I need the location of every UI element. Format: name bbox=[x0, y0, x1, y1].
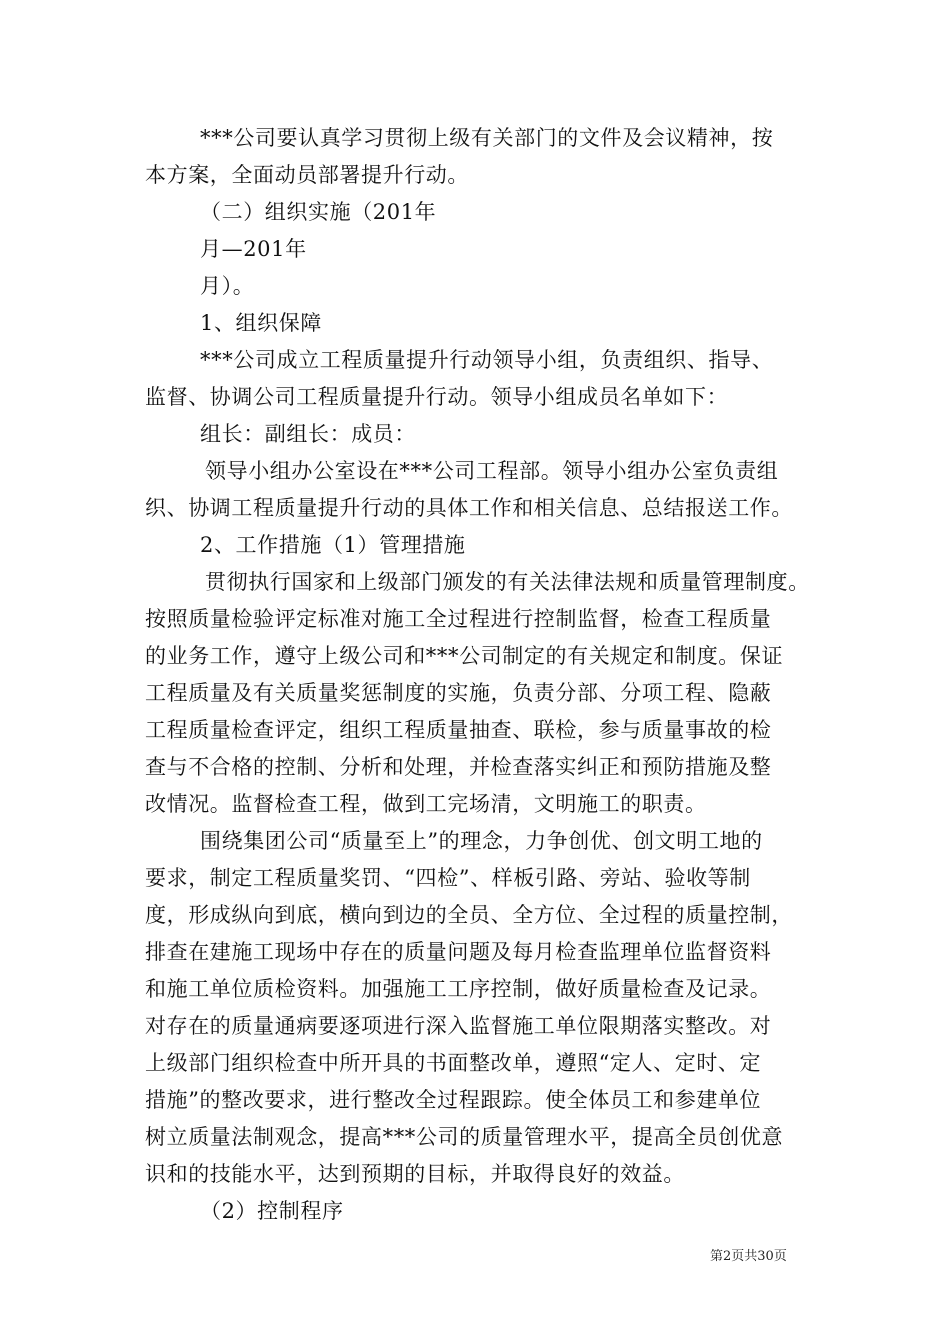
paragraph-line: 织、协调工程质量提升行动的具体工作和相关信息、总结报送工作。 bbox=[145, 496, 793, 520]
paragraph-line: 上级部门组织检查中所开具的书面整改单，遵照“定人、定时、定 bbox=[145, 1051, 762, 1075]
subsection-heading: （2）控制程序 bbox=[200, 1199, 344, 1223]
paragraph-line: 贯彻执行国家和上级部门颁发的有关法律法规和质量管理制度。 bbox=[205, 570, 810, 594]
paragraph-line: 工程质量及有关质量奖惩制度的实施，负责分部、分项工程、隐蔽 bbox=[145, 681, 772, 705]
paragraph-line: 月—201年 bbox=[200, 237, 307, 261]
paragraph-line: 围绕集团公司“质量至上”的理念，力争创优、创文明工地的 bbox=[200, 829, 763, 853]
paragraph-line: 工程质量检查评定，组织工程质量抽查、联检，参与质量事故的检 bbox=[145, 718, 772, 742]
paragraph-line: 识和的技能水平，达到预期的目标，并取得良好的效益。 bbox=[145, 1162, 685, 1186]
paragraph-line: 度，形成纵向到底，横向到边的全员、全方位、全过程的质量控制， bbox=[145, 903, 793, 927]
paragraph-line: 按照质量检验评定标准对施工全过程进行控制监督，检查工程质量 bbox=[145, 607, 772, 631]
paragraph-line: 领导小组办公室设在***公司工程部。领导小组办公室负责组 bbox=[205, 459, 779, 483]
section-heading: （二）组织实施（201年 bbox=[200, 200, 437, 224]
paragraph-line: 排查在建施工现场中存在的质量问题及每月检查监理单位监督资料 bbox=[145, 940, 772, 964]
page-number: 第2页共30页 bbox=[710, 1249, 787, 1264]
paragraph-line: 的业务工作，遵守上级公司和***公司制定的有关规定和制度。保证 bbox=[145, 644, 784, 668]
paragraph-line: 树立质量法制观念，提高***公司的质量管理水平，提高全员创优意 bbox=[145, 1125, 784, 1149]
paragraph-line: 措施”的整改要求，进行整改全过程跟踪。使全体员工和参建单位 bbox=[145, 1088, 762, 1112]
subsection-heading: 1、组织保障 bbox=[200, 311, 322, 335]
paragraph-line: ***公司要认真学习贯彻上级有关部门的文件及会议精神，按 bbox=[200, 126, 774, 150]
paragraph-line: 对存在的质量通病要逐项进行深入监督施工单位限期落实整改。对 bbox=[145, 1014, 772, 1038]
paragraph-line: ***公司成立工程质量提升行动领导小组，负责组织、指导、 bbox=[200, 348, 774, 372]
paragraph-line: 改情况。监督检查工程，做到工完场清，文明施工的职责。 bbox=[145, 792, 707, 816]
paragraph-line: 本方案，全面动员部署提升行动。 bbox=[145, 163, 469, 187]
paragraph-line: 查与不合格的控制、分析和处理，并检查落实纠正和预防措施及整 bbox=[145, 755, 772, 779]
paragraph-line: 月）。 bbox=[200, 274, 255, 298]
paragraph-line: 组长：副组长：成员： bbox=[200, 422, 416, 446]
subsection-heading: 2、工作措施（1）管理措施 bbox=[200, 533, 466, 557]
paragraph-line: 要求，制定工程质量奖罚、“四检”、样板引路、旁站、验收等制 bbox=[145, 866, 751, 890]
paragraph-line: 监督、协调公司工程质量提升行动。领导小组成员名单如下： bbox=[145, 385, 729, 409]
paragraph-line: 和施工单位质检资料。加强施工工序控制，做好质量检查及记录。 bbox=[145, 977, 772, 1001]
